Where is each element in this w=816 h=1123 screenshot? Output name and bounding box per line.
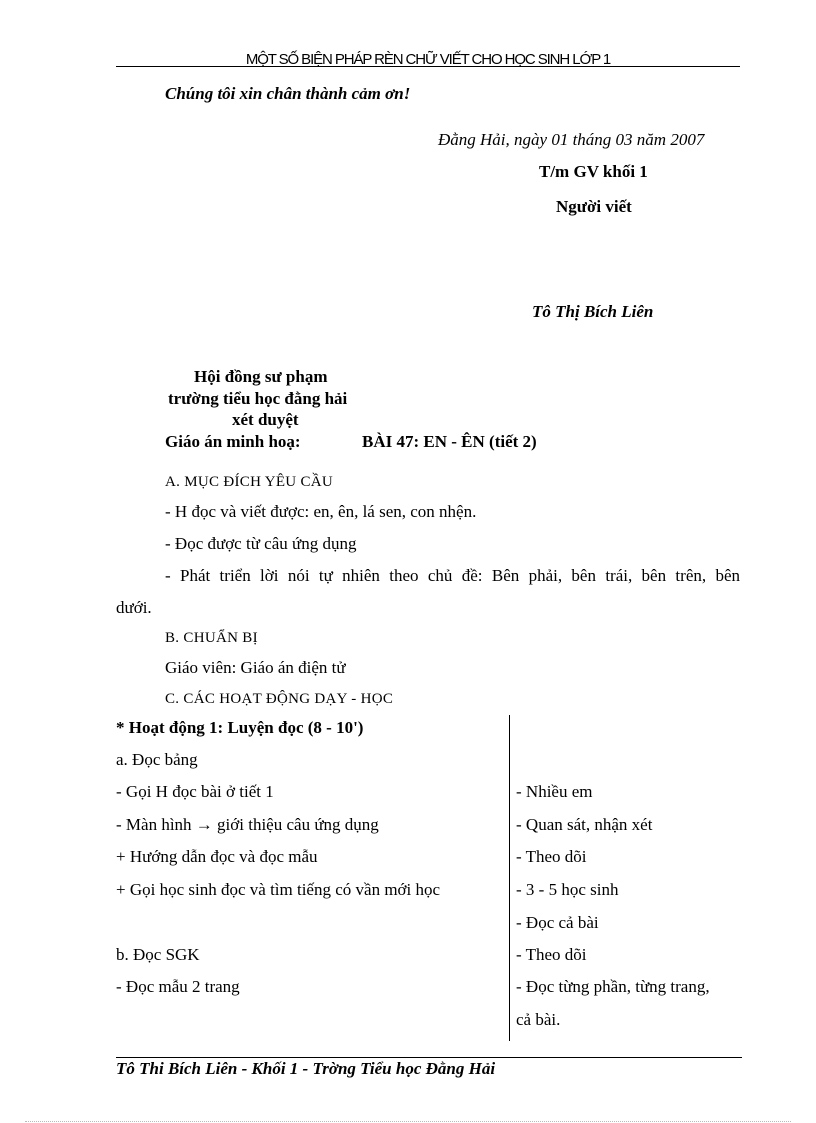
teacher-step: - Gọi H đọc bài ở tiết 1 <box>116 782 274 801</box>
thanks-line: Chúng tôi xin chân thành cảm ơn! <box>165 84 411 103</box>
student-step: - Theo dõi <box>516 945 587 964</box>
section-b-item-1: Giáo viên: Giáo án điện tử <box>165 658 346 677</box>
place-date: Đằng Hải, ngày 01 tháng 03 năm 2007 <box>438 130 705 149</box>
council-line-1: Hội đồng sư phạm <box>194 367 328 386</box>
student-step: cả bài. <box>516 1010 561 1029</box>
section-a-item-3: - Phát triển lời nói tự nhiên theo chủ đề: Bên phải, bên trái, bên trên, bên <box>165 566 740 585</box>
student-step: - Đọc cả bài <box>516 913 599 932</box>
teacher-step: b. Đọc SGK <box>116 945 200 964</box>
lesson-label: Giáo án minh hoạ: <box>165 432 301 451</box>
page-footer: Tô Thi Bích Liên - Khối 1 - Trờng Tiểu học Đằng Hải <box>116 1059 496 1078</box>
section-a-item-1: - H đọc và viết được: en, ên, lá sen, con nhện. <box>165 502 477 521</box>
teacher-step: + Gọi học sinh đọc và tìm tiếng có vần mới học <box>116 880 441 899</box>
council-line-3: xét duyệt <box>232 410 299 429</box>
student-step: - Đọc từng phần, từng trang, <box>516 977 710 996</box>
teacher-step: a. Đọc bảng <box>116 750 198 769</box>
section-a-heading: A. MỤC ĐÍCH YÊU CẦU <box>165 474 334 490</box>
section-b-heading: B. CHUẨN BỊ <box>165 630 258 646</box>
footer-rule <box>116 1057 742 1058</box>
header-rule <box>116 66 740 67</box>
student-step: - Theo dõi <box>516 847 587 866</box>
teacher-step: - Đọc mẫu 2 trang <box>116 977 240 996</box>
section-a-item-2: - Đọc được từ câu ứng dụng <box>165 534 357 553</box>
teacher-step: + Hướng dẫn đọc và đọc mẫu <box>116 847 318 866</box>
student-step: - Quan sát, nhận xét <box>516 815 653 834</box>
page-bottom-edge <box>25 1121 791 1122</box>
signer-role: T/m GV khối 1 <box>539 162 648 181</box>
section-c-heading: C. CÁC HOẠT ĐỘNG DẠY - HỌC <box>165 691 394 707</box>
signer-name: Tô Thị Bích Liên <box>532 302 654 321</box>
section-a-item-3-cont: dưới. <box>116 598 152 617</box>
council-line-2: trường tiểu học đằng hải <box>168 389 348 408</box>
column-divider <box>509 715 510 1041</box>
page-header-title: MỘT SỐ BIỆN PHÁP RÈN CHỮ VIẾT CHO HỌC SINH LỚP 1 <box>245 51 611 68</box>
teacher-step: - Màn hình → giới thiệu câu ứng dụng <box>116 815 379 834</box>
student-step: - Nhiều em <box>516 782 593 801</box>
student-step: - 3 - 5 học sinh <box>516 880 619 899</box>
activity-title: * Hoạt động 1: Luyện đọc (8 - 10') <box>116 718 364 737</box>
writer-label: Người viết <box>556 197 632 216</box>
lesson-title: BÀI 47: EN - ÊN (tiết 2) <box>362 432 537 451</box>
